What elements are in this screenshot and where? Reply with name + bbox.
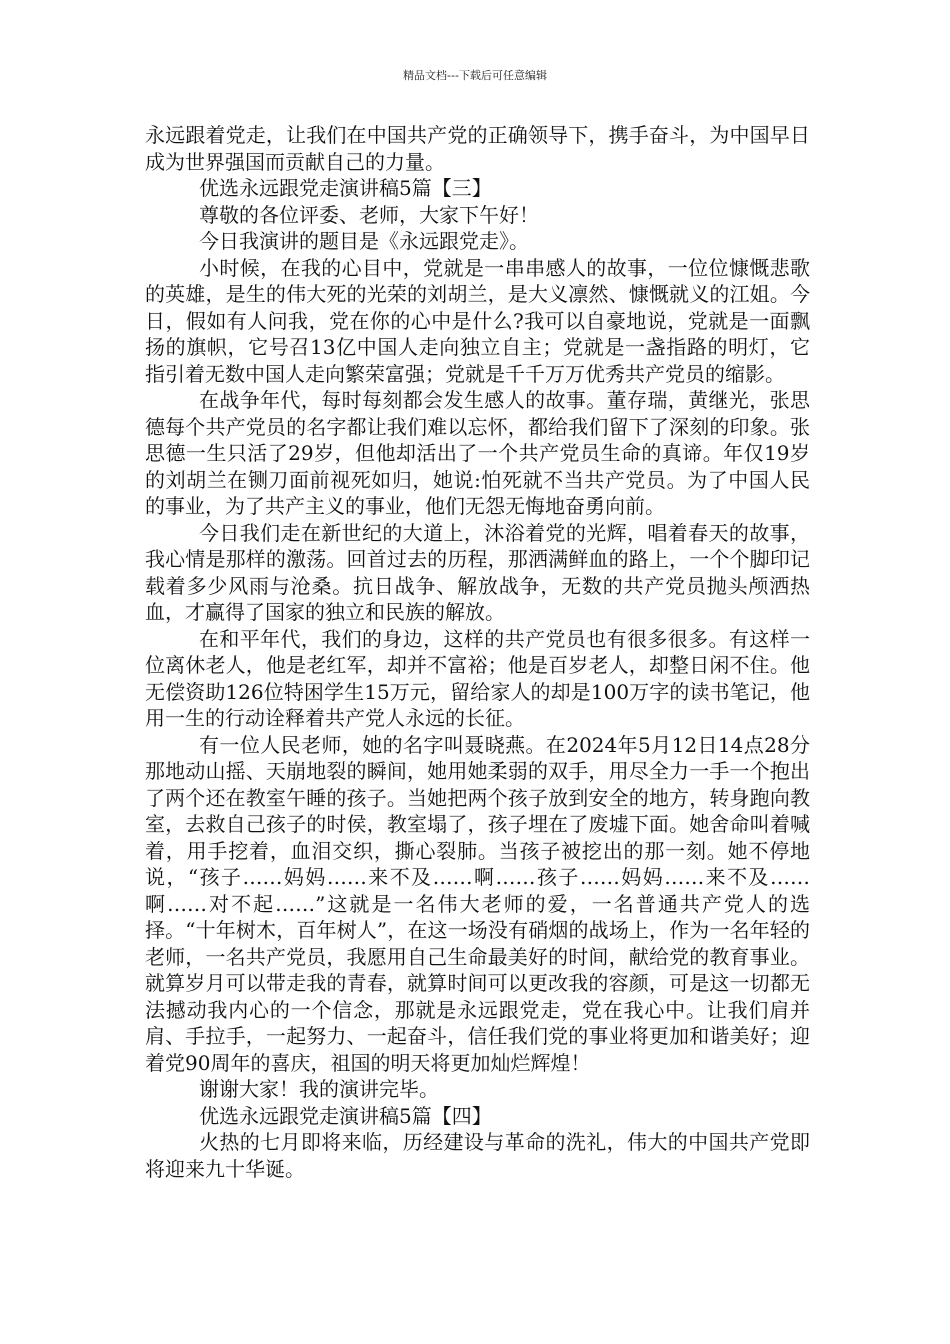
paragraph: 今日我演讲的题目是《永远跟党走》。 xyxy=(199,229,529,253)
document-body xyxy=(145,122,810,1182)
paragraph: 永远跟着党走，让我们在中国共产党的正确领导下，携手奋斗，为中国早日成为世界强国而贡献自己的力量。 xyxy=(145,123,810,174)
paragraph: 谢谢大家！我的演讲完毕。 xyxy=(199,1077,439,1101)
paragraph: 小时候，在我的心目中，党就是一串串感人的故事，一位位慷慨悲歌的英雄，是生的伟大死的光荣的刘胡兰，是大义凛然、慷慨就义的江姐。今日，假如有人问我，党在你的心中是什么?我可以自豪地说，党就是一面飘扬的旗帜，它号召13亿中国人走向独立自主；党就是一盏指路的明灯，它指引着无数中国人走向繁荣富强；党就是千千万万优秀共产党员的缩影。 xyxy=(145,255,810,386)
paragraph: 有一位人民老师，她的名字叫聂晓燕。在2024年5月12日14点28分那地动山摇、天崩地裂的瞬间，她用她柔弱的双手，用尽全力一手一个抱出了两个还在教室午睡的孩子。当她把两个孩子放到安全的地方，转身跑向教室，去救自己孩子的时侯，教室塌了，孩子埋在了废墟下面。她舍命叫着喊着，用手挖着，血泪交织，撕心裂肺。当孩子被挖出的那一刻。她不停地说，“孩子……妈妈……来不及……啊……孩子……妈妈……来不及……啊……对不起……”这就是一名伟大老师的爱，一名普通共产党人的选择。“十年树木，百年树人”，在这一场没有硝烟的战场上，作为一名年轻的老师，一名共产党员，我愿用自己生命最美好的时间，献给党的教育事业。就算岁月可以带走我的青春，就算时间可以更改我的容颜，可是这一切都无法撼动我内心的一个信念，那就是永远跟党走，党在我心中。让我们肩并肩、手拉手，一起努力、一起奋斗，信任我们党的事业将更加和谐美好；迎着党90周年的喜庆，祖国的明天将更加灿烂辉煌！ xyxy=(145,732,810,1075)
paragraph: 火热的七月即将来临，历经建设与革命的洗礼，伟大的中国共产党即将迎来九十华诞。 xyxy=(145,1130,810,1181)
section-heading: 优选永远跟党走演讲稿5篇【三】 xyxy=(199,176,492,200)
paragraph: 在战争年代，每时每刻都会发生感人的故事。董存瑞，黄继光，张思德每个共产党员的名字都让我们难以忘怀，都给我们留下了深刻的印象。张思德一生只活了29岁，但他却活出了一个共产党员生命的真谛。年仅19岁的刘胡兰在铡刀面前视死如归，她说:怕死就不当共产党员。为了中国人民的事业，为了共产主义的事业，他们无怨无悔地奋勇向前。 xyxy=(145,388,810,518)
page-header: 精品文档---下载后可任意编辑 xyxy=(403,69,547,82)
paragraph: 在和平年代，我们的身边，这样的共产党员也有很多很多。有这样一位离休老人，他是老红军，却并不富裕；他是百岁老人，却整日闲不住。他无偿资助126位特困学生15万元，留给家人的却是100万字的读书笔记，他用一生的行动诠释着共产党人永远的长征。 xyxy=(145,626,810,730)
paragraph: 今日我们走在新世纪的大道上，沐浴着党的光辉，唱着春天的故事，我心情是那样的激荡。回首过去的历程，那洒满鲜血的路上，一个个脚印记载着多少风雨与沧桑。抗日战争、解放战争，无数的共产党员抛头颅洒热血，才赢得了国家的独立和民族的解放。 xyxy=(145,520,810,624)
section-heading: 优选永远跟党走演讲稿5篇【四】 xyxy=(199,1103,492,1128)
paragraph: 尊敬的各位评委、老师，大家下午好！ xyxy=(199,202,539,227)
